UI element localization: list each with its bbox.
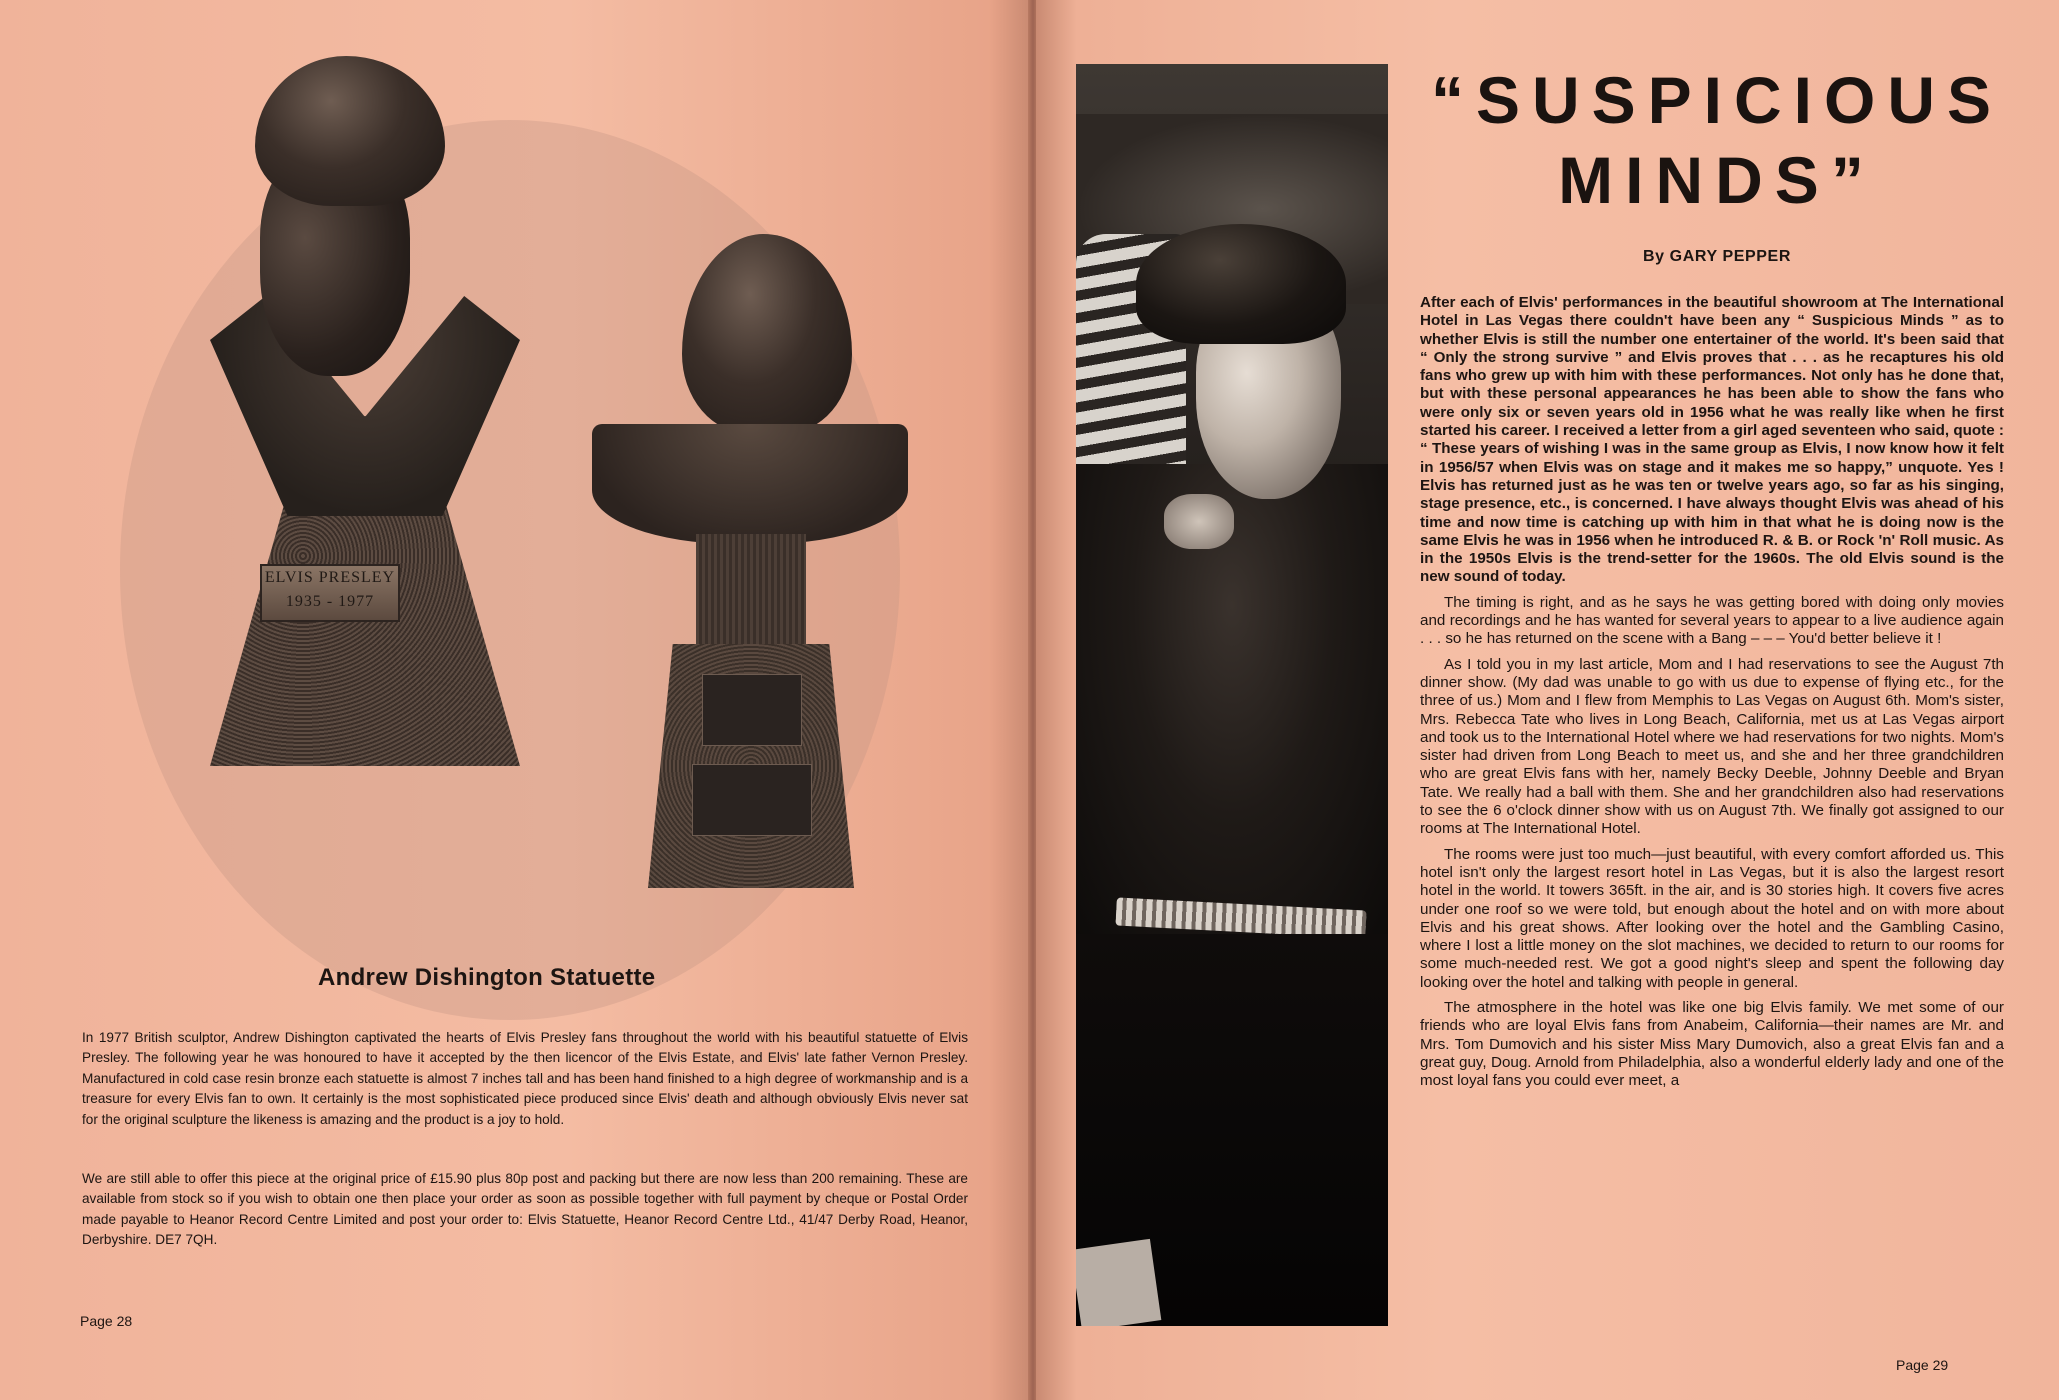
statue-front-plaque	[260, 564, 400, 622]
article-paragraph: The rooms were just too much—just beautiful, with every comfort afforded us. This hotel isn't only the largest resort hotel in Las Vegas, but it is also the largest resort hotel in the world. It towers 365ft. in the air, and is 30 stories high. It covers five acres under one roof so we were told, but enough about the hotel and on with more about Elvis and his great shows. After looking over the hotel and the Gambling Casino, where I lost a little money on the slot machines, we decided to return to our rooms for some much-needed rest. We got a good night's sleep and spent the following day looking over the hotel and talking with people in general.	[1420, 845, 2004, 991]
statue-back-hair	[682, 234, 852, 434]
article-paragraph: The timing is right, and as he says he was getting bored with doing only movies and recordings and he has wanted for several years to appear to a live audience again . . . so he has returned on the scene with a Bang – – – You'd better believe it !	[1420, 593, 2004, 648]
article-byline: By GARY PEPPER	[1642, 248, 1791, 265]
page-number-right: Page 29	[1896, 1357, 1949, 1373]
article-title-line-1: “SUSPICIOUS	[1430, 63, 2004, 137]
statue-front-photo	[200, 56, 530, 716]
statuette-order-info: We are still able to offer this piece at the original price of £15.90 plus 80p post and packing but there are now less than 200 remaining. These are available from stock so if you wish to obtain one then place your order as soon as possible together with full payment by cheque or Postal Order made payable to Heanor Record Centre Limited and post your order to: Elvis Statuette, Heanor Record Centre Ltd., 41/47 Derby Road, Heanor, Derbyshire. DE7 7QH.	[82, 1171, 968, 1248]
statue-back-photo	[592, 234, 912, 890]
plaque-line-1: ELVIS PRESLEY	[264, 569, 396, 586]
statue-back-plate-1	[702, 674, 802, 746]
statue-back-shoulders	[592, 424, 908, 544]
elvis-photograph	[1076, 64, 1388, 1326]
article-title	[1412, 60, 2022, 220]
photo-paper	[1076, 1239, 1161, 1326]
statue-back-plate-2	[692, 764, 812, 836]
article-paragraph: After each of Elvis' performances in the beautiful showroom at The International Hotel in Las Vegas there couldn't have been any “ Suspicious Minds ” as to whether Elvis is still the number one entertainer of the world. It's been said that “ Only the strong survive ” and Elvis proves that . . . as he recaptures his old fans who grew up with him with these performances. Not only has he done that, but with these personal appearances he has been able to show the fans who were only six or seven years old in 1956 what he was really like when he first started his career. I received a letter from a girl aged seventeen who said, quote : “ These years of wishing I was in the same group as Elvis, I now know how it felt in 1956/57 when Elvis was on stage and it makes me so happy,” unquote. Yes ! Elvis has returned just as he was ten or twelve years ago, so far as his singing, stage presence, etc., is concerned. I have always thought Elvis was ahead of his time and now time is catching up with him in that what he is doing now is the same Elvis he was in 1956 when he introduced R. & B. or Rock 'n' Roll music. As in the 1950s Elvis is the trend-setter for the 1960s. The old Elvis sound is the new sound of today.	[1420, 294, 2004, 586]
page-number-left: Page 28	[80, 1313, 133, 1329]
article-paragraph: The atmosphere in the hotel was like one big Elvis family. We met some of our friends who are loyal Elvis fans from Anabeim, California—their names are Mr. and Mrs. Tom Dumovich and his sister Miss Mary Dumovich, also a great Elvis fan and a great guy, Doug. Arnold from Philadelphia, also a wonderful elderly lady and one of the most loyal fans you could ever meet, a	[1420, 998, 2004, 1090]
photo-hand	[1164, 494, 1234, 549]
photo-hair	[1136, 224, 1346, 344]
statue-front-hair	[255, 56, 445, 206]
plaque-line-2: 1935 - 1977	[285, 593, 375, 610]
right-page	[1036, 0, 2059, 1400]
article-body	[1420, 294, 2004, 1097]
statuette-heading: Andrew Dishington Statuette	[318, 964, 656, 991]
statue-back-column	[696, 534, 806, 654]
article-title-line-2: MINDS”	[1558, 143, 1876, 217]
statuette-description: In 1977 British sculptor, Andrew Dishington captivated the hearts of Elvis Presley fans throughout the world with his beautiful statuette of Elvis Presley. The following year he was honoured to have it accepted by the then licencor of the Elvis Estate, and Elvis' late father Vernon Presley. Manufactured in cold case resin bronze each statuette is almost 7 inches tall and has been hand finished to a high degree of workmanship and is a treasure for every Elvis fan to own. It certainly is the most sophisticated piece produced since Elvis' death and although obviously Elvis never sat for the original sculpture the likeness is amazing and the product is a joy to hold.	[82, 1030, 968, 1127]
article-paragraph: As I told you in my last article, Mom and I had reservations to see the August 7th dinner show. (My dad was unable to go with us due to expense of flying etc., for the three of us.) Mom and I flew from Memphis to Las Vegas on August 6th. Mom's sister, Mrs. Rebecca Tate who lives in Long Beach, California, met us at Las Vegas airport and took us to the International Hotel where we had reservations for two nights. Mom's sister had driven from Long Beach to meet us, and she and her three grandchildren who are great Elvis fans with her, namely Becky Deeble, Johnny Deeble and Bryan Tate. We really had a ball with them. She and her grandchildren also had reservations to see the 6 o'clock dinner show with us on August 7th. We finally got assigned to our rooms at The International Hotel.	[1420, 655, 2004, 838]
